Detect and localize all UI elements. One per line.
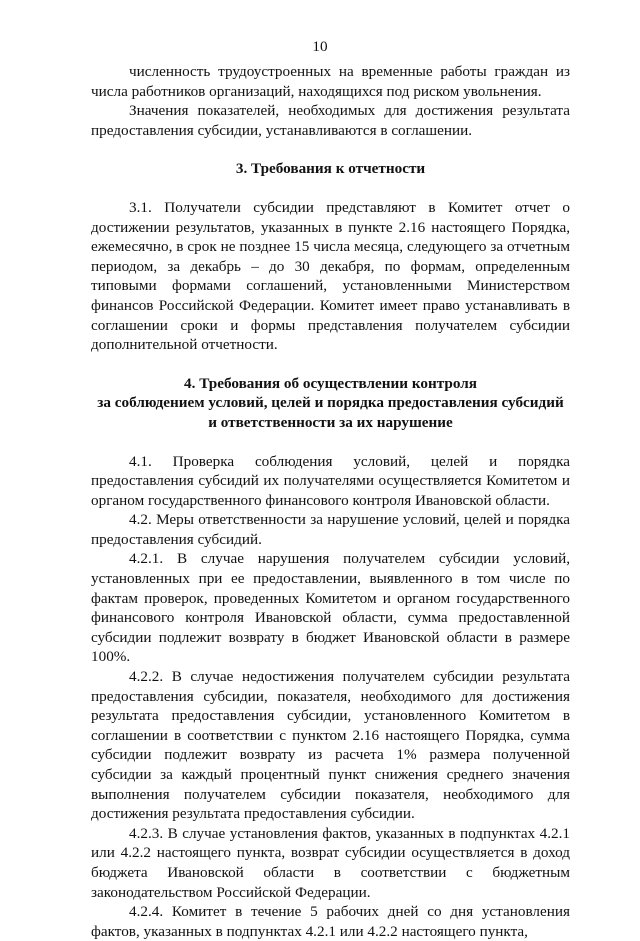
section-4-heading-line-2: за соблюдением условий, целей и порядка предоставления субсидий — [97, 394, 564, 412]
paragraph-4-2: 4.2. Меры ответственности за нарушение условий, целей и порядка предоставления субсидий. — [91, 511, 570, 548]
paragraph-4-1: 4.1. Проверка соблюдения условий, целей и порядка предоставления субсидий их получателями осуществляется Комитетом и органом государственного финансового контроля Ивановской области. — [91, 452, 570, 509]
section-4-heading — [91, 374, 570, 433]
section-3-heading: 3. Требования к отчетности — [235, 160, 426, 178]
paragraph-intro-1: численность трудоустроенных на временные работы граждан из числа работников организаций, находящихся под риском увольнения. — [91, 63, 570, 100]
paragraph-3-1: 3.1. Получатели субсидии представляют в Комитет отчет о достижении результатов, указанных в пункте 2.16 настоящего Порядка, ежемесячно, в срок не позднее 15 числа месяца, следующего за отчетным периодом, за декабрь – до 30 декабря, по формам, определенным типовыми формами соглашений, установленными Министерством финансов Российской Федерации. Комитет имеет право устанавливать в соглашении сроки и формы представления получателем субсидии дополнительной отчетности. — [91, 198, 570, 354]
paragraph-4-2-1: 4.2.1. В случае нарушения получателем субсидии условий, установленных при ее предоставлении, выявленного в том числе по фактам проверок, проведенных Комитетом и органом государственного финансового контроля Ивановской области, сумма предоставленной субсидии подлежит возврату в бюджет Ивановской области в размере 100%. — [91, 550, 570, 666]
paragraph-4-2-3: 4.2.3. В случае установления фактов, указанных в подпунктах 4.2.1 или 4.2.2 настоящего пункта, возврат субсидии осуществляется в доход бюджета Ивановской области в соответствии с бюджетным законодательством Российской Федерации. — [91, 824, 570, 901]
paragraph-4-2-4: 4.2.4. Комитет в течение 5 рабочих дней со дня установления фактов, указанных в подпунктах 4.2.1 или 4.2.2 настоящего пункта, — [91, 903, 570, 940]
document-body — [91, 62, 570, 941]
page-number: 10 — [312, 38, 328, 55]
section-4-heading-line-3: и ответственности за их нарушение — [208, 413, 453, 431]
paragraph-intro-2: Значения показателей, необходимых для достижения результата предоставления субсидии, устанавливаются в соглашении. — [91, 102, 570, 139]
paragraph-4-2-2: 4.2.2. В случае недостижения получателем субсидии результата предоставления субсидии, показателя, необходимого для достижения результата предоставления субсидии, установленного Комитетом в соглашении в соответствии с пунктом 2.16 настоящего Порядка, сумма субсидии подлежит возврату из расчета 1% размера полученной субсидии за каждый процентный пункт снижения среднего значения выполнения получателем субсидии показателя, необходимого для достижения результата предоставления субсидии. — [91, 668, 570, 823]
section-4-heading-line-1: 4. Требования об осуществлении контроля — [184, 374, 477, 392]
